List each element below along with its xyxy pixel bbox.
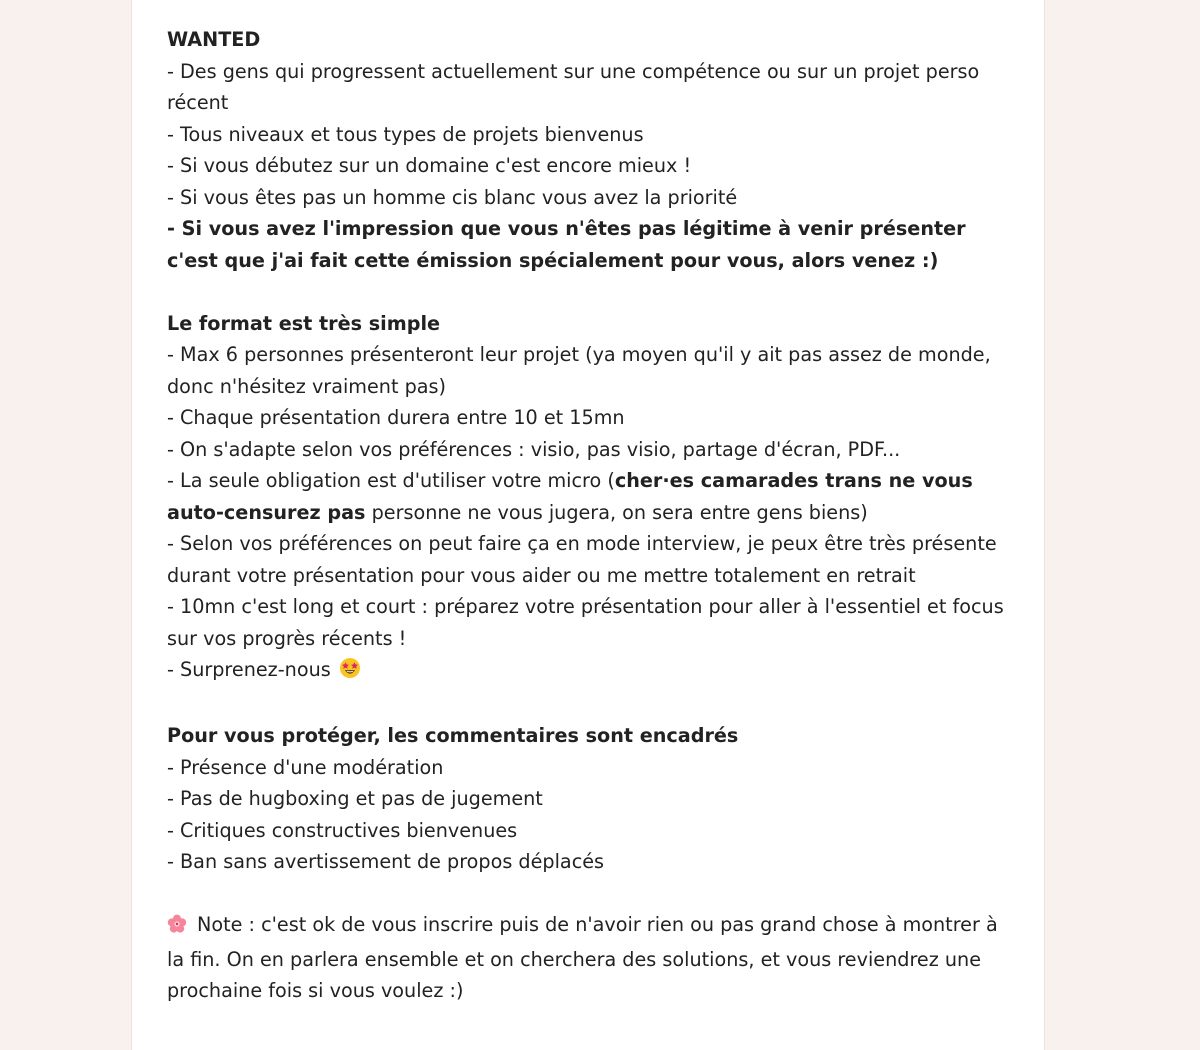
- protect-item: - Pas de hugboxing et pas de jugement: [167, 787, 543, 810]
- paragraph-gap: [167, 878, 1012, 910]
- format-heading: Le format est très simple: [167, 311, 441, 335]
- wanted-item: - Si vous êtes pas un homme cis blanc vous avez la priorité: [167, 185, 738, 209]
- note-text: Note : c'est ok de vous inscrire puis de n'avoir rien ou pas grand chose à montrer à la fin. On en parlera ensemble et on cherchera des solutions, et vous reviendrez une prochaine fois si vous voulez :): [167, 913, 998, 1002]
- micro-item-bold: cher·es camarades trans ne vous auto-censurez pas: [167, 469, 973, 524]
- protect-heading: Pour vous protéger, les commentaires sont encadrés: [167, 724, 739, 747]
- paragraph-gap: [167, 276, 1012, 308]
- micro-item-text-end: personne ne vous jugera, on sera entre gens biens): [365, 500, 868, 524]
- format-last-item: [167, 654, 1012, 689]
- format-item: - Chaque présentation durera entre 10 et 15mn: [167, 406, 625, 429]
- format-micro-item: [167, 465, 1012, 528]
- wanted-legitimacy-item: - Si vous avez l'impression que vous n'êtes pas légitime à venir présenter c'est que j'ai fait cette émission spécialement pour vous, alors venez :): [167, 217, 966, 272]
- wanted-item: - Tous niveaux et tous types de projets bienvenus: [167, 122, 644, 146]
- format-item: - On s'adapte selon vos préférences : visio, pas visio, partage d'écran, PDF...: [167, 437, 901, 461]
- post-body: [167, 24, 1012, 1007]
- micro-item-text: - La seule obligation est d'utiliser votre micro (: [167, 469, 615, 492]
- star-struck-emoji-icon: [339, 657, 361, 689]
- format-item: - Selon vos préférences on peut faire ça en mode interview, je peux être très présente durant votre présentation pour vous aider ou me mettre totalement en retrait: [167, 532, 997, 587]
- wanted-heading: WANTED: [167, 28, 261, 51]
- format-item: - 10mn c'est long et court : préparez votre présentation pour aller à l'essentiel et focus sur vos progrès récents !: [167, 595, 1004, 650]
- protect-item: - Ban sans avertissement de propos déplacés: [167, 850, 605, 873]
- cherry-blossom-icon: [167, 912, 187, 944]
- wanted-item: - Des gens qui progressent actuellement sur une compétence ou sur un projet perso récent: [167, 59, 980, 114]
- protect-item: - Présence d'une modération: [167, 755, 444, 779]
- protect-item: - Critiques constructives bienvenues: [167, 818, 518, 842]
- format-last-item-text: - Surprenez-nous: [167, 658, 331, 681]
- note-paragraph: [167, 909, 1012, 1007]
- post-card: [131, 0, 1045, 1050]
- paragraph-gap: [167, 689, 1012, 721]
- wanted-item: - Si vous débutez sur un domaine c'est encore mieux !: [167, 154, 692, 177]
- format-item: - Max 6 personnes présenteront leur projet (ya moyen qu'il y ait pas assez de monde, donc n'hésitez vraiment pas): [167, 343, 991, 398]
